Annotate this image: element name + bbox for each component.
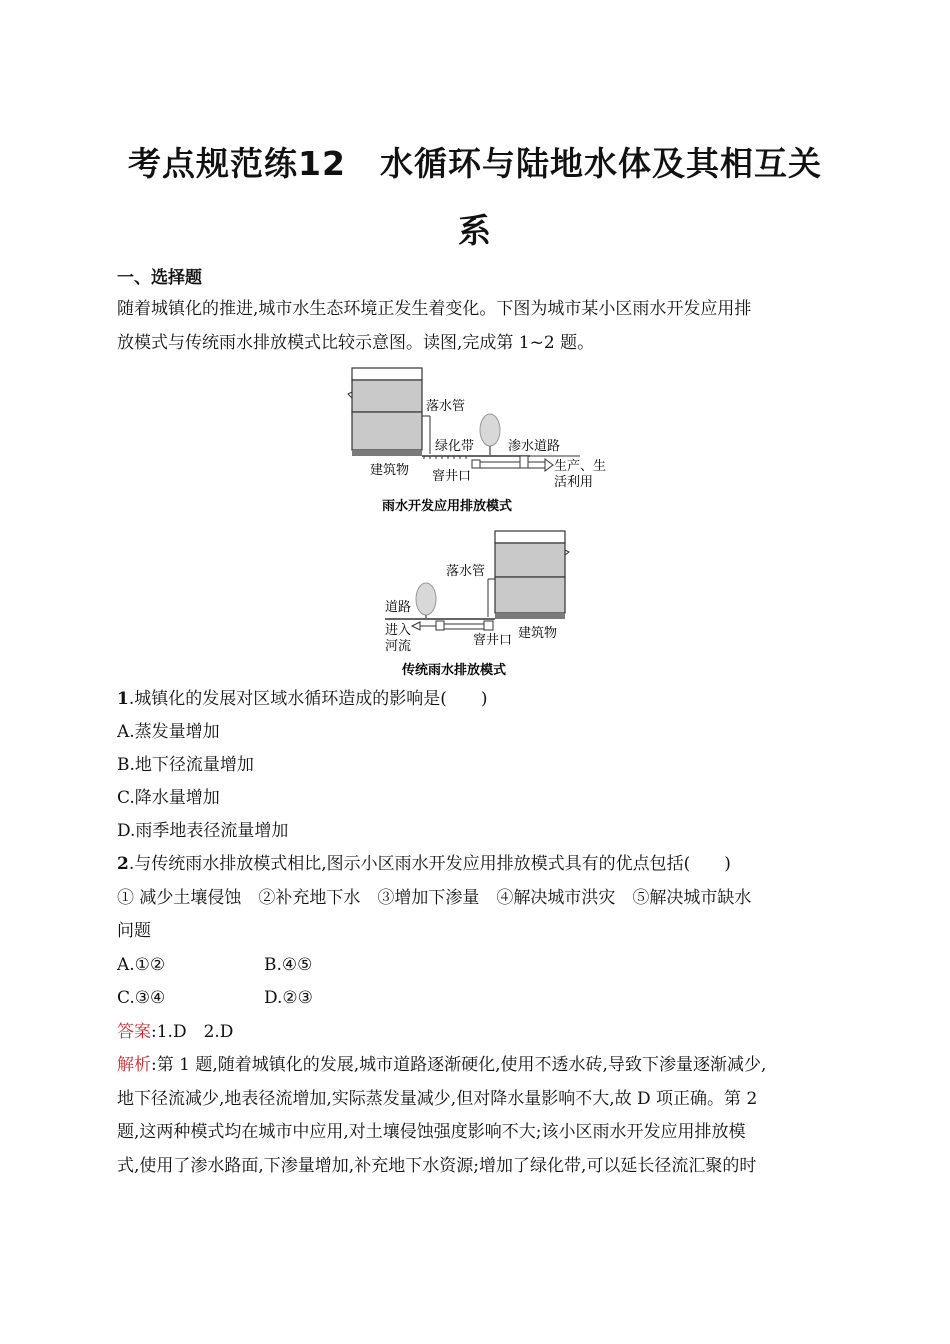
q1-option-c[interactable]: C.降水量增加	[117, 788, 220, 808]
question-1-number: 1	[117, 689, 129, 709]
figure-traditional-drainage	[380, 523, 610, 680]
question-1-text: .城镇化的发展对区域水循环造成的影响是( )	[128, 689, 488, 709]
label-building-traditional: 建筑物	[518, 626, 558, 641]
page-title-line2: 系	[458, 211, 492, 250]
analysis-line3: 题,这两种模式均在城市中应用,对土壤侵蚀强度影响不大;该小区雨水开发应用排放模	[117, 1122, 746, 1142]
q1-option-d[interactable]: D.雨季地表径流量增加	[117, 821, 289, 841]
question-2-number: 2	[117, 854, 129, 874]
analysis-line4: 式,使用了渗水路面,下渗量增加,补充地下水资源;增加了绿化带,可以延长径流汇聚的时	[117, 1156, 757, 1176]
q1-option-b[interactable]: B.地下径流量增加	[117, 755, 254, 775]
label-greenbelt: 绿化带	[435, 439, 475, 454]
intro-line2: 放模式与传统雨水排放模式比较示意图。读图,完成第 1~2 题。	[117, 333, 595, 353]
label-permeable-road: 渗水道路	[508, 439, 561, 454]
figure-caption-bottom: 传统雨水排放模式	[402, 663, 507, 678]
analysis-text-line1: :第 1 题,随着城镇化的发展,城市道路逐渐硬化,使用不透水砖,导致下渗量逐渐减少,	[151, 1055, 767, 1075]
section-heading: 一、选择题	[117, 268, 202, 288]
intro-line1: 随着城镇化的推进,城市水生态环境正发生着变化。下图为城市某小区雨水开发应用排	[117, 299, 752, 319]
label-manhole-traditional: 窨井口	[473, 633, 513, 648]
label-manhole: 窨井口	[432, 469, 472, 484]
q2-items-line2: 问题	[117, 921, 151, 941]
label-building: 建筑物	[370, 463, 410, 478]
answer-text: :1.D 2.D	[151, 1022, 234, 1042]
q2-items-line1: ① 减少土壤侵蚀 ②补充地下水 ③增加下渗量 ④解决城市洪灾 ⑤解决城市缺水	[117, 888, 752, 908]
q2-option-a[interactable]: A.①②	[117, 955, 166, 975]
answer-line	[117, 1021, 833, 1043]
q1-option-a[interactable]: A.蒸发量增加	[117, 722, 220, 742]
label-into-river-line2: 河流	[385, 639, 412, 654]
question-2	[117, 853, 833, 875]
q2-option-d[interactable]: D.②③	[264, 988, 313, 1008]
figure-caption-top: 雨水开发应用排放模式	[382, 499, 513, 514]
label-downpipe: 落水管	[426, 399, 466, 414]
label-road: 道路	[385, 600, 412, 615]
q2-option-c[interactable]: C.③④	[117, 988, 166, 1008]
analysis-line1	[117, 1054, 833, 1076]
page-title-line1: 考点规范练12 水循环与陆地水体及其相互关	[128, 144, 822, 183]
analysis-line2: 地下径流减少,地表径流增加,实际蒸发量减少,但对降水量影响不大,故 D 项正确。第 2	[117, 1089, 758, 1109]
label-use-line2: 活利用	[554, 475, 594, 490]
analysis-label: 解析	[117, 1055, 151, 1075]
label-into-river-line1: 进入	[385, 623, 412, 638]
q2-option-b[interactable]: B.④⑤	[264, 955, 313, 975]
label-downpipe-traditional: 落水管	[446, 564, 486, 579]
question-2-text: .与传统雨水排放模式相比,图示小区雨水开发应用排放模式具有的优点包括( )	[128, 854, 731, 874]
figure-rainwater-development	[340, 362, 620, 517]
label-use-line1: 生产、生	[554, 459, 607, 474]
question-1	[117, 688, 833, 710]
answer-label: 答案	[117, 1022, 151, 1042]
